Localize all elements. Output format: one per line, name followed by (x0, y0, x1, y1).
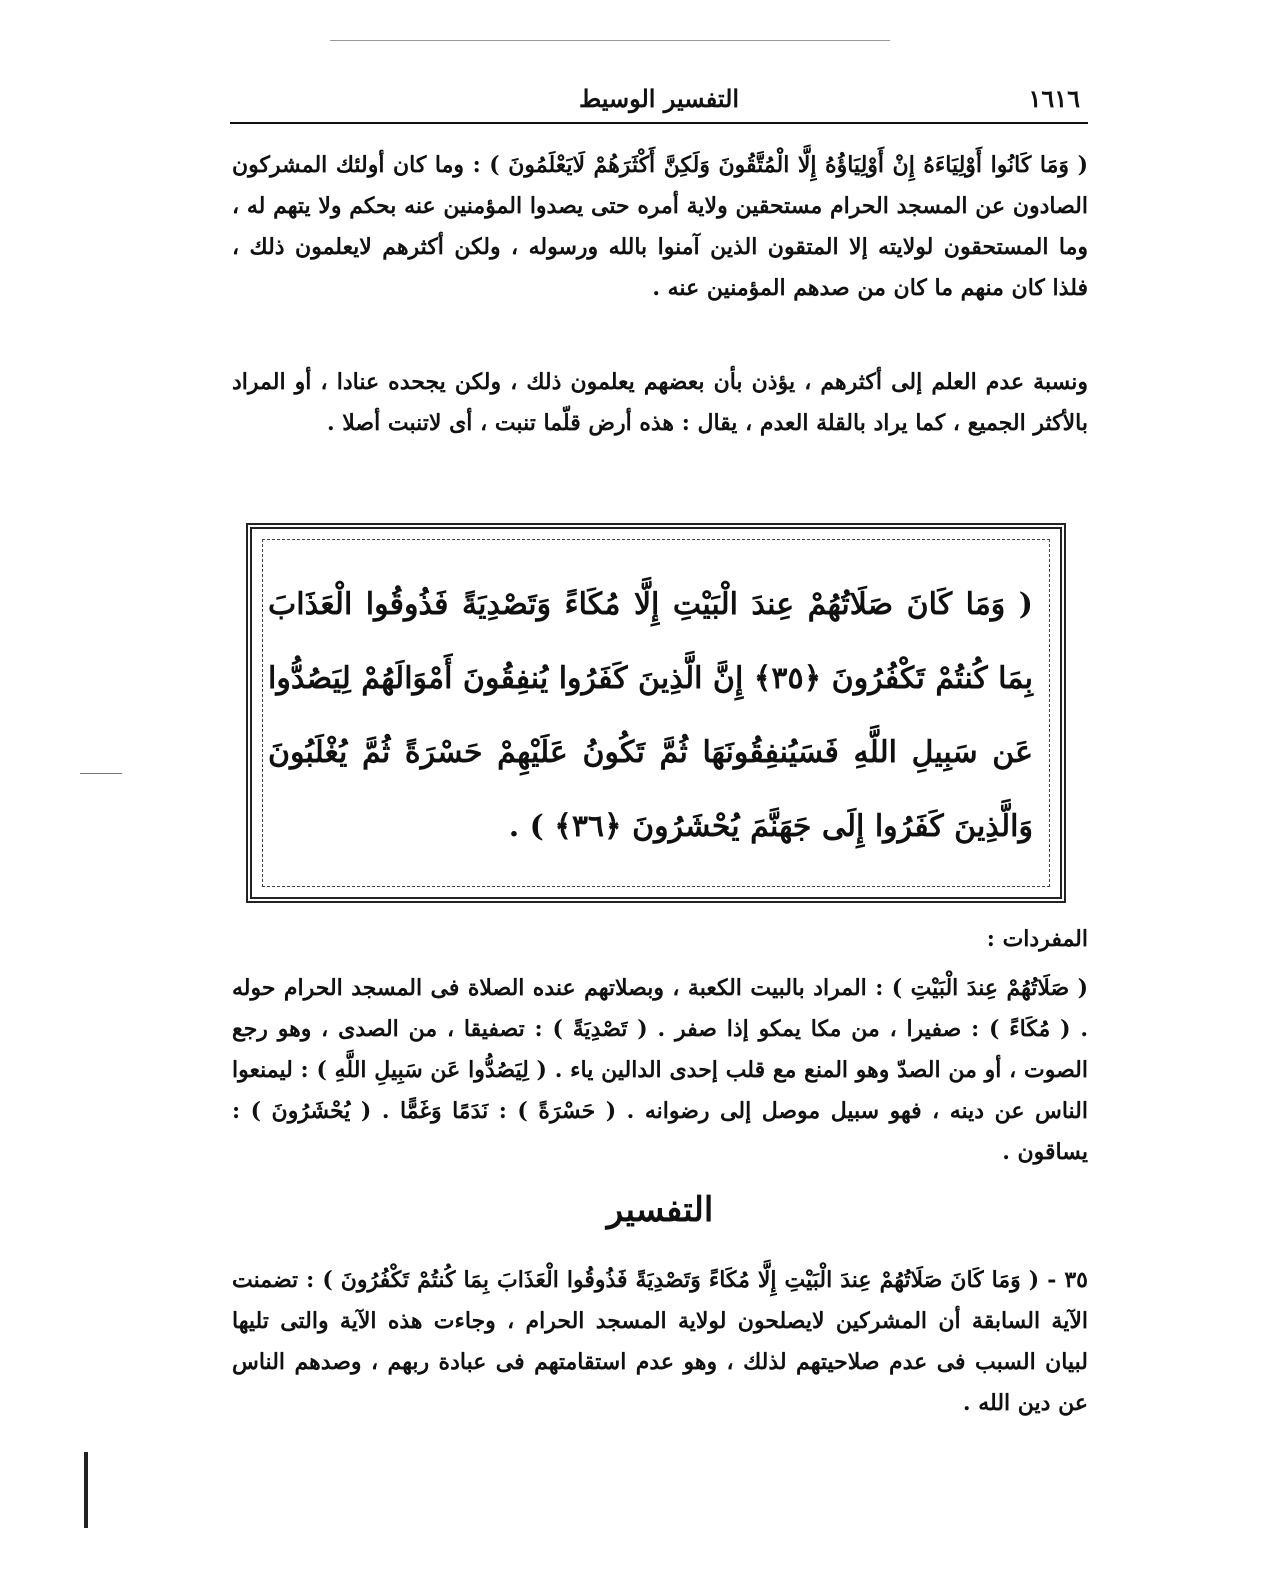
scan-artifact-left-dash (80, 773, 122, 774)
running-title: التفسير الوسيط (578, 84, 740, 113)
page-number: ١٦١٦ (1028, 84, 1080, 113)
vocab-heading: المفردات : (986, 926, 1088, 952)
scan-artifact-left-line (84, 1452, 88, 1528)
tafsir-heading: التفسير (606, 1190, 714, 1230)
intro-paragraph-1: ( وَمَا كَانُوا أَوْلِيَاءَهُ إِنْ أَوْلِيَاؤُهُ إِلَّا الْمُتَّقُونَ وَلَكِنَّ أَكْثَرَهُمْ لَايَعْلَمُونَ ) : وما كان أولئك المشركون الصادون عن المسجد الحرام مستحقين ولاية أمره حتى يصدوا المؤمنين عنه بحكم ولا يتهم له ، وما المستحقون لولايته إلا المتقون الذين آمنوا بالله ورسوله ، ولكن أكثرهم لايعلمون ذلك ، فلذا كان منهم ما كان من صدهم المؤمنين عنه . (232, 152, 1088, 301)
intro-paragraph-2: ونسبة عدم العلم إلى أكثرهم ، يؤذن بأن بعضهم يعلمون ذلك ، ولكن يجحده عنادا ، أو المراد بالأكثر الجميع ، كما يراد بالقلة العدم ، يقال : هذه أرض قلّما تنبت ، أى لاتنبت أصلا . (232, 369, 1088, 436)
scan-artifact-top-line (330, 40, 890, 41)
vocab-paragraph: ( صَلَاتُهُمْ عِندَ الْبَيْتِ ) : المراد بالبيت الكعبة ، وبصلاتهم عنده الصلاة فى المسجد الحرام حوله . ( مُكَاءً ) : صفيرا ، من مكا يمكو إذا صفر . ( تَصْدِيَةً ) : تصفيقا ، من الصدى ، وهو رجع الصوت ، أو من الصدّ وهو المنع مع قلب إحدى الدالين ياء . ( لِيَصُدُّوا عَن سَبِيلِ اللَّهِ ) : ليمنعوا الناس عن دينه ، فهو سبيل موصل إلى رضوانه . ( حَسْرَةً ) : نَدَمًا وَغَمًّا . ( يُحْشَرُونَ ) : يساقون . (232, 975, 1088, 1165)
quran-verse-text: ( وَمَا كَانَ صَلَاتُهُمْ عِندَ الْبَيْتِ إِلَّا مُكَاءً وَتَصْدِيَةً فَذُوقُوا الْعَذَابَ بِمَا كُنتُمْ تَكْفُرُونَ ﴿٣٥﴾ إِنَّ الَّذِينَ كَفَرُوا يُنفِقُونَ أَمْوَالَهُمْ لِيَصُدُّوا عَن سَبِيلِ اللَّهِ فَسَيُنفِقُونَهَا ثُمَّ تَكُونُ عَلَيْهِمْ حَسْرَةً ثُمَّ يُغْلَبُونَ وَالَّذِينَ كَفَرُوا إِلَى جَهَنَّمَ يُحْشَرُونَ ﴿٣٦﴾ ) . (268, 587, 1033, 844)
page-header (230, 78, 1088, 124)
tafsir-paragraph: ٣٥ - ( وَمَا كَانَ صَلَاتُهُمْ عِندَ الْبَيْتِ إِلَّا مُكَاءً وَتَصْدِيَةً فَذُوقُوا الْعَذَابَ بِمَا كُنتُمْ تَكْفُرُونَ ) : تضمنت الآية السابقة أن المشركين لايصلحون لولاية المسجد الحرام ، وجاءت هذه الآية والتى تليها لبيان السبب فى عدم صلاحيتهم لذلك ، وهو عدم استقامتهم فى عبادة ربهم ، وصدهم الناس عن دين الله . (232, 1267, 1088, 1416)
